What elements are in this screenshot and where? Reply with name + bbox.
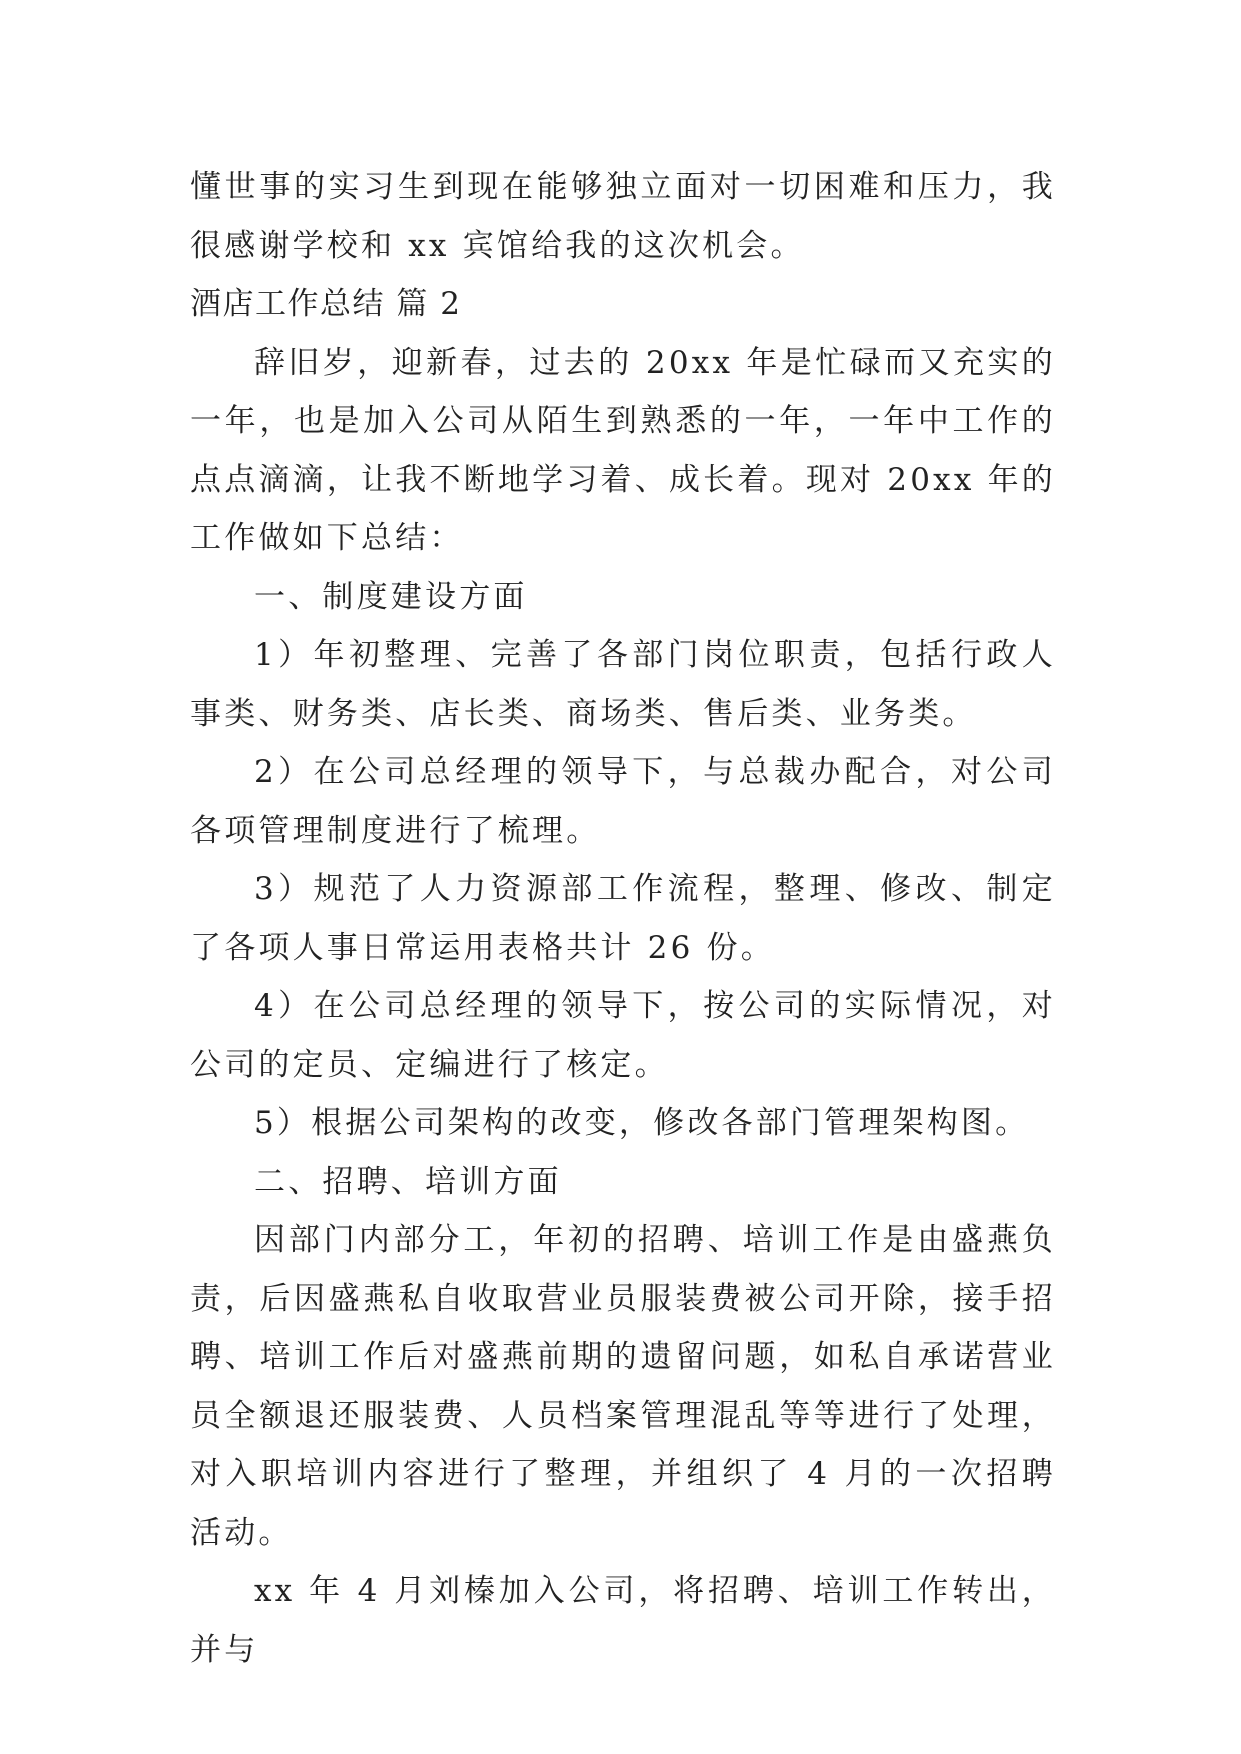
list-item-1: 1）年初整理、完善了各部门岗位职责，包括行政人事类、财务类、店长类、商场类、售后类、业务类。 <box>190 637 1056 732</box>
list-item-3: 3）规范了人力资源部工作流程，整理、修改、制定了各项人事日常运用表格共计 26 份。 <box>190 871 1056 966</box>
section-heading: 酒店工作总结 篇 2 <box>190 286 462 322</box>
list-item-4: 4）在公司总经理的领导下，按公司的实际情况，对公司的定员、定编进行了核定。 <box>190 988 1056 1083</box>
paragraph-continuation: 懂世事的实习生到现在能够独立面对一切困难和压力，我很感谢学校和 xx 宾馆给我的这次机会。 <box>190 169 1056 264</box>
document-body <box>190 158 1056 1679</box>
paragraph-recruitment: 因部门内部分工，年初的招聘、培训工作是由盛燕负责，后因盛燕私自收取营业员服装费被公司开除，接手招聘、培训工作后对盛燕前期的遗留问题，如私自承诺营业员全额退还服装费、人员档案管理混乱等等进行了处理，对入职培训内容进行了整理，并组织了 4 月的一次招聘活动。 <box>190 1222 1056 1551</box>
subheading-recruitment-training: 二、招聘、培训方面 <box>254 1163 562 1200</box>
subheading-system-building: 一、制度建设方面 <box>254 578 528 615</box>
paragraph-truncated: xx 年 4 月刘榛加入公司，将招聘、培训工作转出，并与 <box>190 1573 1056 1668</box>
list-item-5: 5）根据公司架构的改变，修改各部门管理架构图。 <box>254 1105 1030 1141</box>
paragraph-intro: 辞旧岁，迎新春，过去的 20xx 年是忙碌而又充实的一年，也是加入公司从陌生到熟悉的一年，一年中工作的点点滴滴，让我不断地学习着、成长着。现对 20xx 年的工作做如下总结： <box>190 344 1056 556</box>
list-item-2: 2）在公司总经理的领导下，与总裁办配合，对公司各项管理制度进行了梳理。 <box>190 754 1056 849</box>
